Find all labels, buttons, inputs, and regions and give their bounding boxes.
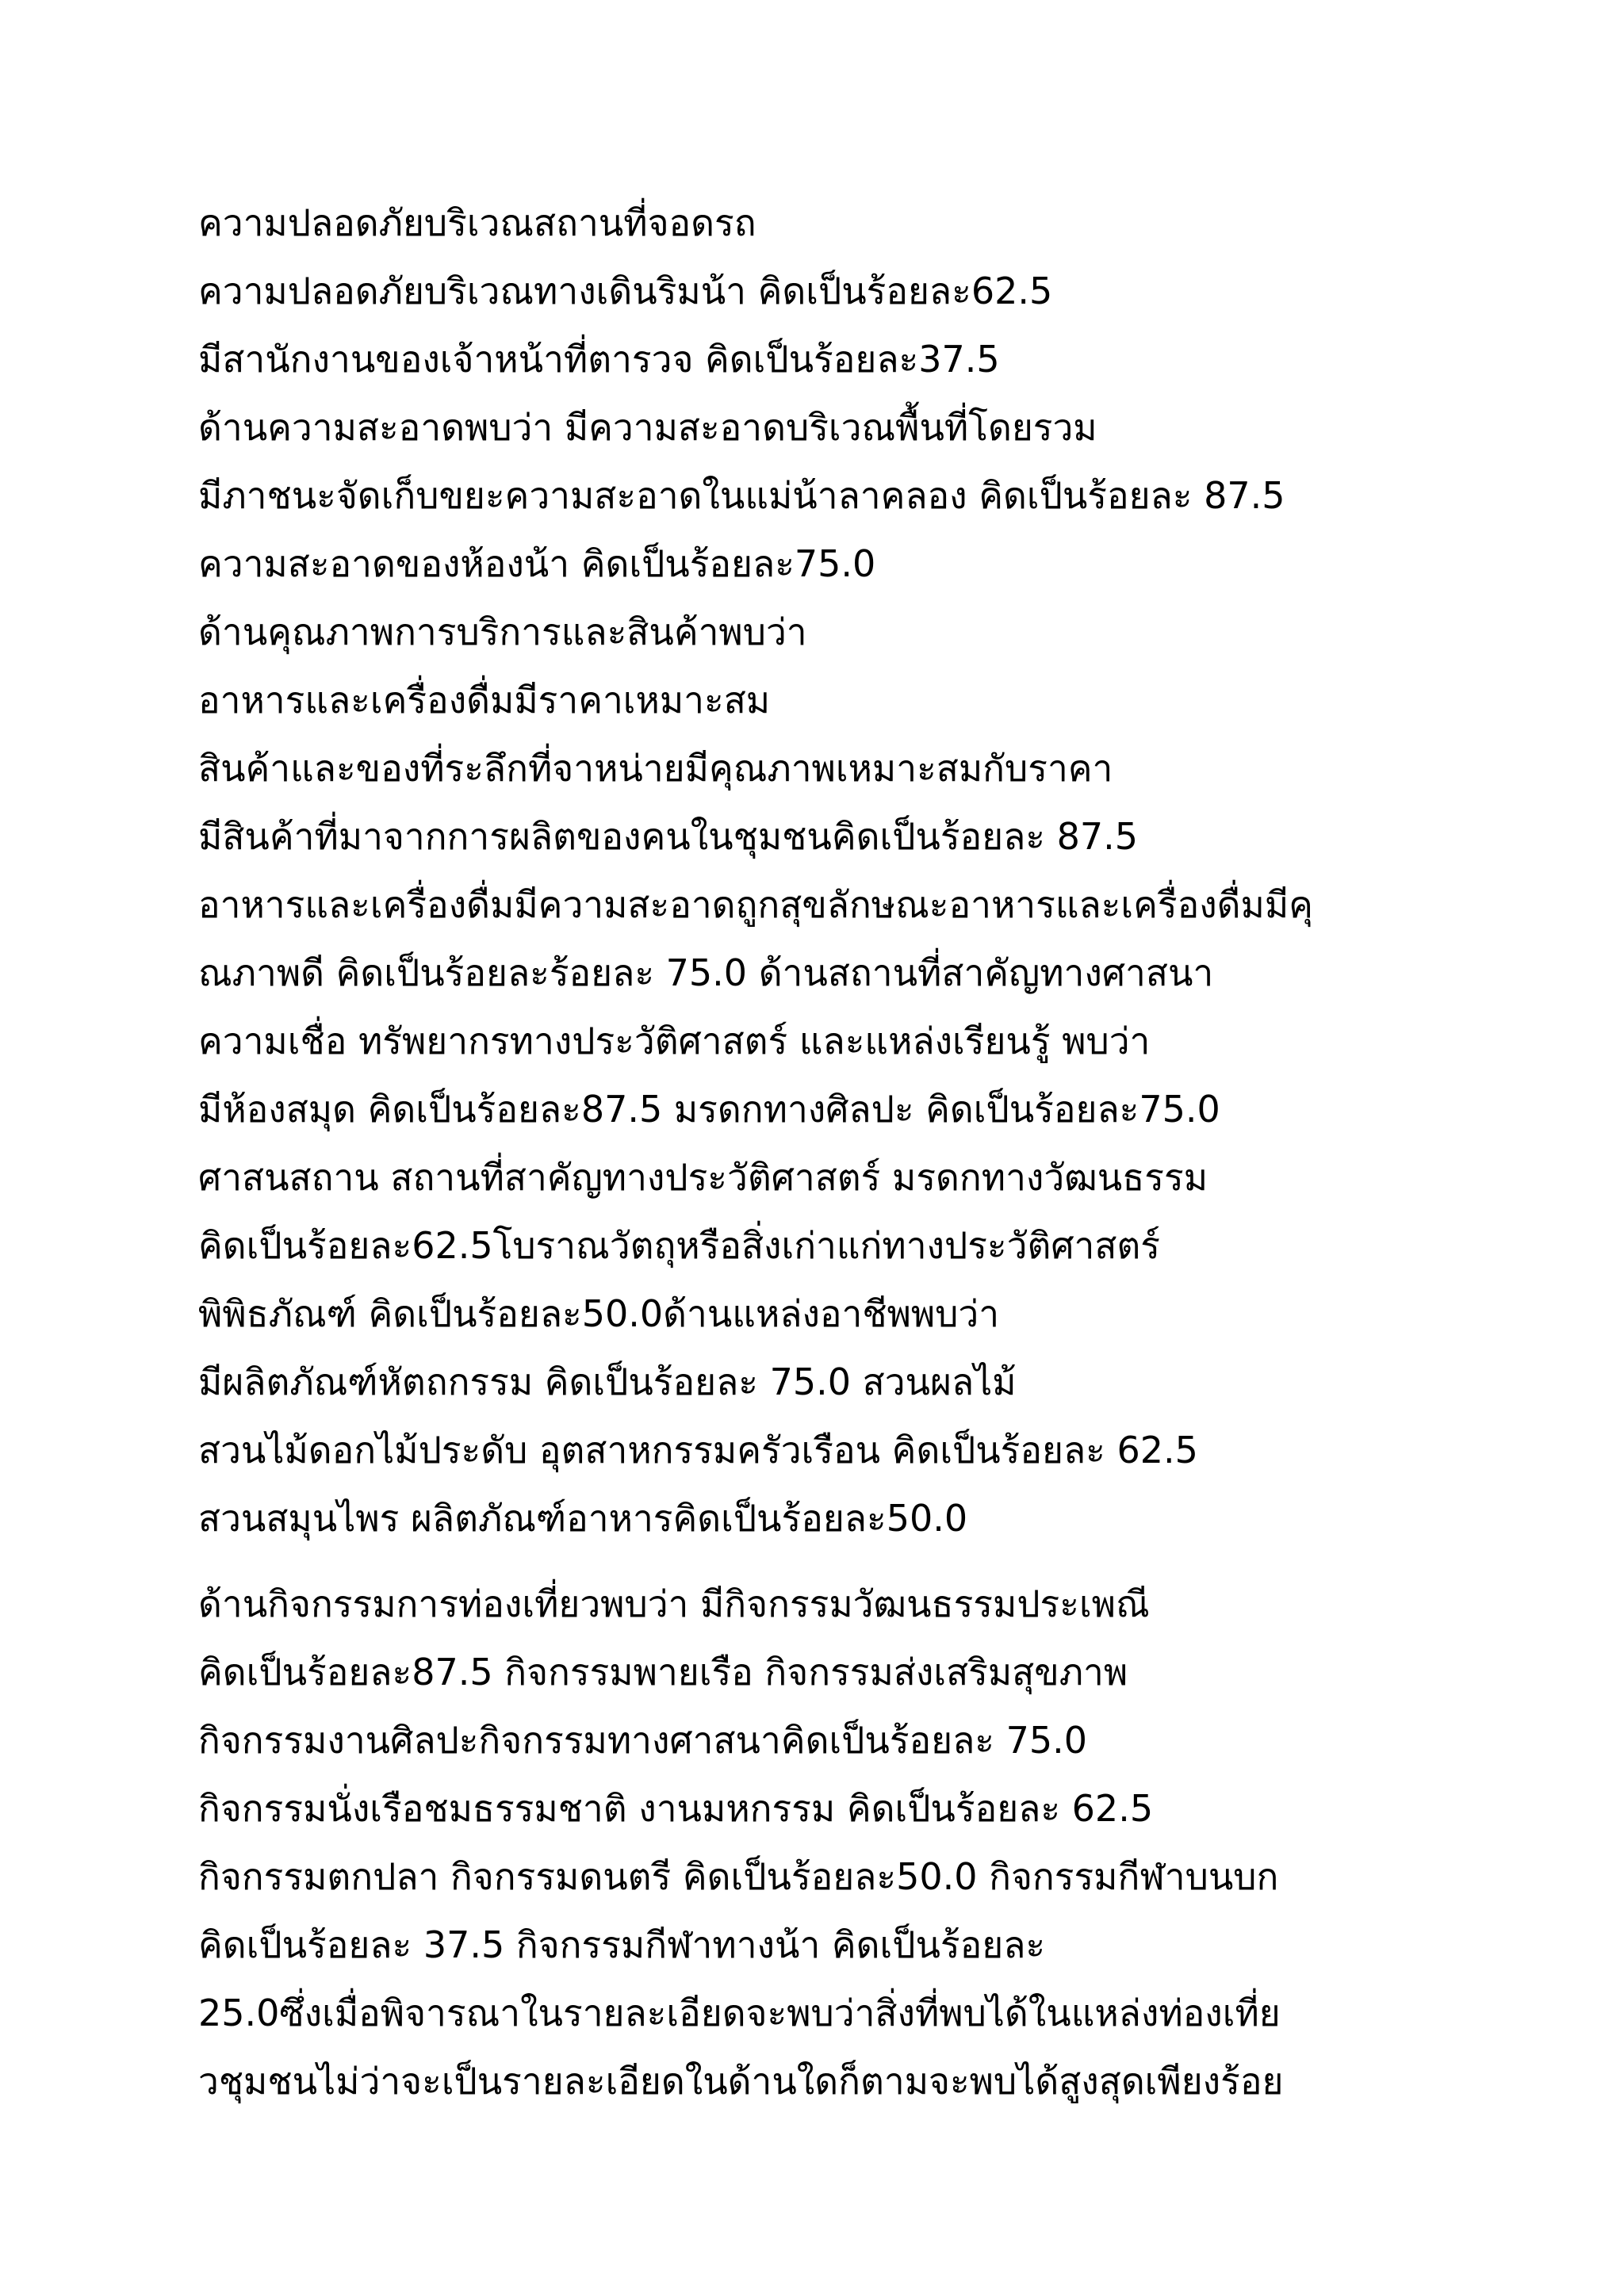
body-paragraph-2 bbox=[198, 1570, 1451, 2115]
text-line: ความปลอดภัยบริเวณสถานที่จอดรถ bbox=[198, 201, 756, 244]
text-line: คิดเป็นร้อยละ87.5 กิจกรรมพายเรือ กิจกรรมส่งเสริมสุขภาพ bbox=[198, 1651, 1128, 1693]
text-line: ความเชื่อ ทรัพยากรทางประวัติศาสตร์ และแหล่งเรียนรู้ พบว่า bbox=[198, 1020, 1151, 1062]
text-line: ด้านกิจกรรมการท่องเที่ยวพบว่า มีกิจกรรมวัฒนธรรมประเพณี bbox=[198, 1582, 1150, 1625]
text-line: ความปลอดภัยบริเวณทางเดินริมน้า คิดเป็นร้อยละ62.5 bbox=[198, 270, 1053, 312]
text-line: ด้านความสะอาดพบว่า มีความสะอาดบริเวณพื้นที่โดยรวม bbox=[198, 406, 1097, 449]
text-line: กิจกรรมงานศิลปะกิจกรรมทางศาสนาคิดเป็นร้อยละ 75.0 bbox=[198, 1719, 1088, 1762]
text-line: มีสานักงานของเจ้าหน้าที่ตารวจ คิดเป็นร้อยละ37.5 bbox=[198, 338, 1000, 381]
text-line: กิจกรรมตกปลา กิจกรรมดนตรี คิดเป็นร้อยละ50.0 กิจกรรมกีฬาบนบก bbox=[198, 1855, 1279, 1898]
text-line: กิจกรรมนั่งเรือชมธรรมชาติ งานมหกรรม คิดเป็นร้อยละ 62.5 bbox=[198, 1787, 1154, 1830]
text-line: คิดเป็นร้อยละ62.5โบราณวัตถุหรือสิ่งเก่าแก่ทางประวัติศาสตร์ bbox=[198, 1224, 1161, 1267]
text-line: มีผลิตภัณฑ์หัตถกรรม คิดเป็นร้อยละ 75.0 สวนผลไม้ bbox=[198, 1360, 1017, 1403]
text-line: มีภาชนะจัดเก็บขยะความสะอาดในแม่น้าลาคลอง คิดเป็นร้อยละ 87.5 bbox=[198, 474, 1285, 517]
body-paragraph-1 bbox=[198, 189, 1451, 1552]
text-line: มีห้องสมุด คิดเป็นร้อยละ87.5 มรดกทางศิลปะ คิดเป็นร้อยละ75.0 bbox=[198, 1088, 1220, 1131]
text-line: อาหารและเครื่องดื่มมีความสะอาดถูกสุขลักษณะอาหารและเครื่องดื่มมีคุ bbox=[198, 883, 1313, 926]
text-line: 25.0ซึ่งเมื่อพิจารณาในรายละเอียดจะพบว่าสิ่งที่พบได้ในแหล่งท่องเที่ย bbox=[198, 1992, 1281, 2034]
text-line: คิดเป็นร้อยละ 37.5 กิจกรรมกีฬาทางน้า คิดเป็นร้อยละ bbox=[198, 1923, 1046, 1966]
text-line: สวนสมุนไพร ผลิตภัณฑ์อาหารคิดเป็นร้อยละ50.0 bbox=[198, 1497, 968, 1540]
text-line: วชุมชนไม่ว่าจะเป็นรายละเอียดในด้านใดก็ตามจะพบได้สูงสุดเพียงร้อย bbox=[198, 2060, 1284, 2103]
text-line: ด้านคุณภาพการบริการและสินค้าพบว่า bbox=[198, 610, 807, 653]
text-line: อาหารและเครื่องดื่มมีราคาเหมาะสม bbox=[198, 679, 771, 721]
text-line: พิพิธภัณฑ์ คิดเป็นร้อยละ50.0ด้านแหล่งอาชีพพบว่า bbox=[198, 1292, 1000, 1335]
text-line: ศาสนสถาน สถานที่สาคัญทางประวัติศาสตร์ มรดกทางวัฒนธรรม bbox=[198, 1156, 1208, 1199]
text-line: สวนไม้ดอกไม้ประดับ อุตสาหกรรมครัวเรือน คิดเป็นร้อยละ 62.5 bbox=[198, 1429, 1198, 1471]
text-line: ณภาพดี คิดเป็นร้อยละร้อยละ 75.0 ด้านสถานที่สาคัญทางศาสนา bbox=[198, 951, 1214, 994]
text-line: สินค้าและของที่ระลึกที่จาหน่ายมีคุณภาพเหมาะสมกับราคา bbox=[198, 747, 1113, 790]
text-line: ความสะอาดของห้องน้า คิดเป็นร้อยละ75.0 bbox=[198, 542, 876, 585]
text-line: มีสินค้าที่มาจากการผลิตของคนในชุมชนคิดเป็นร้อยละ 87.5 bbox=[198, 815, 1139, 858]
